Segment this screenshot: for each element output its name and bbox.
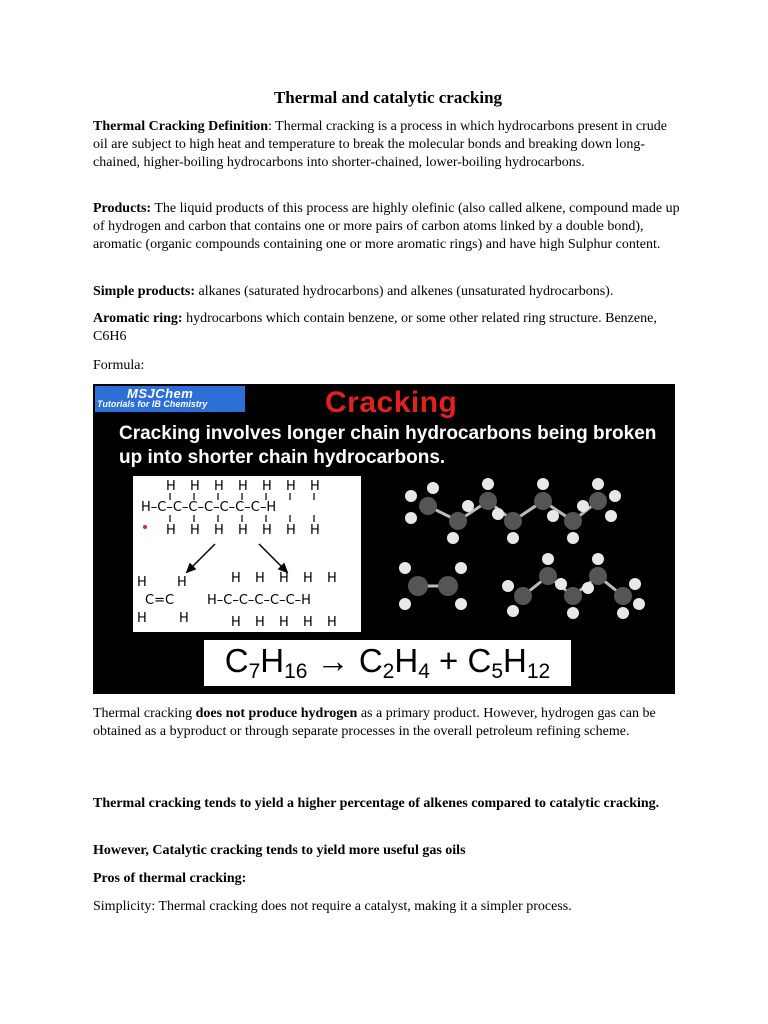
svg-text:H: H	[166, 523, 176, 538]
products-label: Products:	[93, 201, 152, 216]
simple-products-text: alkanes (saturated hydrocarbons) and alkenes (unsaturated hydrocarbons).	[195, 284, 614, 299]
svg-text:C=C: C=C	[145, 593, 175, 608]
pentane-structure	[207, 571, 337, 630]
svg-text:H: H	[255, 615, 265, 630]
definition-label: Thermal Cracking Definition	[93, 119, 268, 134]
products-paragraph	[93, 200, 683, 254]
svg-text:H–C–C–C–C–C–C–C–H: H–C–C–C–C–C–C–C–H	[141, 500, 277, 515]
svg-text:H: H	[214, 523, 224, 538]
svg-text:H: H	[303, 615, 313, 630]
svg-text:H: H	[137, 611, 147, 626]
hydrogen-text-pre: Thermal cracking	[93, 706, 196, 721]
svg-text:H: H	[310, 479, 320, 494]
ball-and-stick-models	[383, 476, 673, 636]
svg-text:H: H	[327, 571, 337, 586]
aromatic-ring-text: hydrocarbons which contain benzene, or some other related ring structure. Benzene, C6H6	[93, 311, 657, 344]
alkenes-statement: Thermal cracking tends to yield a higher percentage of alkenes compared to catalytic cracking.	[93, 796, 660, 811]
pros-heading: Pros of thermal cracking:	[93, 871, 247, 886]
formula-label: Formula:	[93, 358, 145, 373]
svg-text:H: H	[286, 523, 296, 538]
svg-text:H: H	[327, 615, 337, 630]
svg-text:H–C–C–C–C–C–H: H–C–C–C–C–C–H	[207, 593, 311, 608]
pentane-model	[502, 553, 645, 619]
svg-text:H: H	[190, 523, 200, 538]
svg-text:H: H	[255, 571, 265, 586]
svg-text:H: H	[179, 611, 189, 626]
reaction-arrows	[187, 544, 287, 572]
ethene-structure	[137, 575, 189, 626]
svg-text:H: H	[303, 571, 313, 586]
simplicity-paragraph: Simplicity: Thermal cracking does not require a catalyst, making it a simpler process.	[93, 899, 572, 914]
products-text: The liquid products of this process are highly olefinic (also called alkene, compound made up of hydrogen and carbon that contains one or more pairs of carbon atoms linked by a double bond), aromatic (organic compounds containing one or more aromatic rings) and have high Sulphur content.	[93, 201, 680, 252]
cracking-figure	[93, 384, 675, 694]
svg-text:H: H	[310, 523, 320, 538]
hydrogen-text-post: as a primary product. However, hydrogen gas can be obtained as a byproduct or through separate processes in the overall petroleum refining scheme.	[93, 706, 656, 739]
simple-products-paragraph	[93, 283, 683, 301]
structural-formula-diagram	[133, 476, 361, 632]
svg-text:H: H	[231, 615, 241, 630]
svg-text:H: H	[177, 575, 187, 590]
svg-text:H: H	[166, 479, 176, 494]
heptane-model	[405, 478, 621, 544]
hydrogen-text-bold: does not produce hydrogen	[195, 706, 358, 721]
svg-text:H: H	[262, 523, 272, 538]
logo-line1: MSJChem	[127, 386, 194, 401]
ethene-model	[399, 562, 467, 610]
cracking-equation: $C_7H_{16} \to C_2H_4 + C_5H_{12}$	[224, 642, 551, 683]
svg-text:H: H	[238, 523, 248, 538]
figure-caption: Cracking involves longer chain hydrocarbons being broken up into shorter chain hydrocarbons.	[119, 423, 657, 468]
definition-text: : Thermal cracking is a process in which hydrocarbons present in crude oil are subject to high heat and temperature to break the molecular bonds and breaking down long-chained, higher-boiling hydrocarbons into shorter-chained, lower-boiling hydrocarbons.	[93, 119, 667, 170]
heptane-structure	[141, 479, 320, 538]
page-title: Thermal and catalytic cracking	[273, 88, 503, 107]
aromatic-ring-paragraph	[93, 310, 683, 346]
msjchem-logo	[95, 386, 245, 412]
gas-oils-statement: However, Catalytic cracking tends to yield more useful gas oils	[93, 843, 466, 858]
svg-text:H: H	[231, 571, 241, 586]
definition-paragraph	[93, 118, 683, 172]
simple-products-label: Simple products:	[93, 284, 196, 299]
svg-text:H: H	[279, 615, 289, 630]
equation-box	[204, 640, 571, 686]
logo-line2: Tutorials for IB Chemistry	[97, 399, 208, 409]
hydrogen-paragraph	[93, 705, 683, 741]
svg-text:H: H	[279, 571, 289, 586]
aromatic-ring-label: Aromatic ring:	[93, 311, 183, 326]
svg-text:H: H	[190, 479, 200, 494]
svg-text:H: H	[137, 575, 147, 590]
svg-text:H: H	[286, 479, 296, 494]
svg-text:H: H	[238, 479, 248, 494]
svg-text:H: H	[214, 479, 224, 494]
svg-text:H: H	[262, 479, 272, 494]
figure-title: Cracking	[325, 386, 458, 419]
